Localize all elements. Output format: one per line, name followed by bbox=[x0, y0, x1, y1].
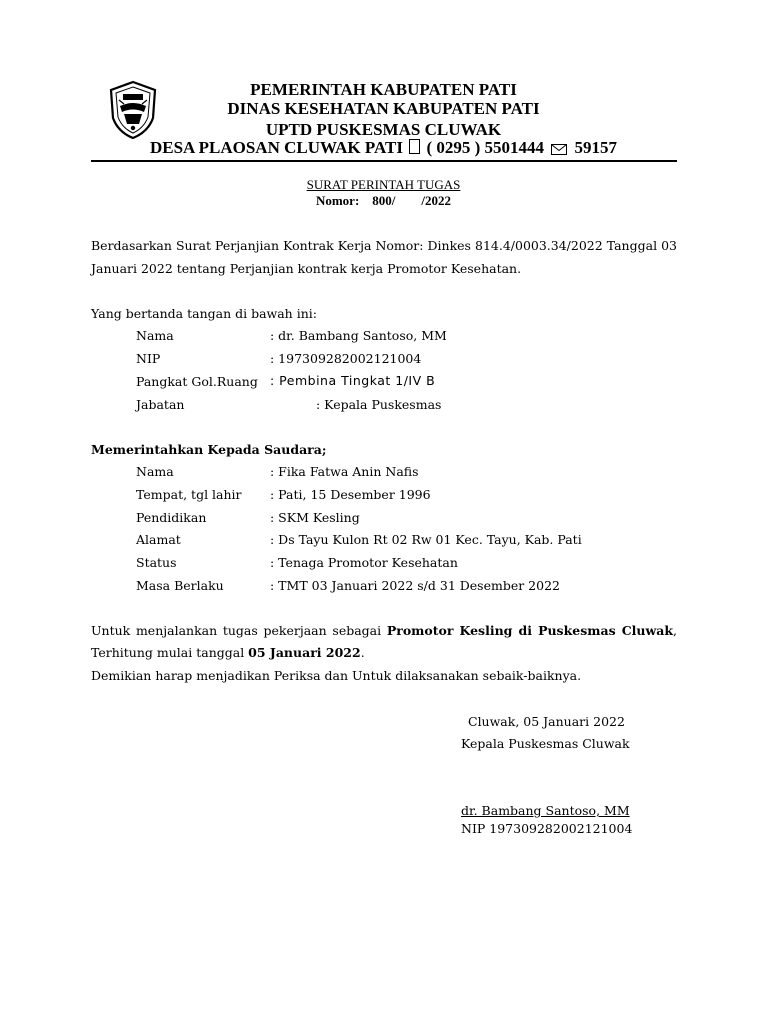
recipient-value-nama: : Fika Fatwa Anin Nafis bbox=[270, 464, 419, 479]
intro-line-1: Berdasarkan Surat Perjanjian Kontrak Kerja Nomor: Dinkes 814.4/0003.34/2022 Tanggal 03 bbox=[91, 238, 677, 253]
number-value: 800/ /2022 bbox=[372, 193, 452, 208]
signatory-value-rank: : Pembina Tingkat 1/IV B bbox=[270, 373, 436, 388]
header-agency: DINAS KESEHATAN KABUPATEN PATI bbox=[227, 99, 540, 118]
header-unit: UPTD PUSKESMAS CLUWAK bbox=[265, 120, 502, 139]
recipient-label-validity: Masa Berlaku bbox=[136, 578, 224, 593]
intro-line-2: Januari 2022 tentang Perjanjian kontrak kerja Promotor Kesehatan. bbox=[91, 261, 522, 276]
signature-position: Kepala Puskesmas Cluwak bbox=[461, 736, 630, 751]
task-start-prefix: Terhitung mulai tanggal bbox=[91, 645, 249, 660]
header-divider bbox=[91, 160, 677, 162]
number-label: Nomor: bbox=[315, 193, 360, 208]
phone-icon bbox=[409, 139, 420, 154]
recipient-label-address: Alamat bbox=[136, 532, 181, 547]
signatory-intro: Yang bertanda tangan di bawah ini: bbox=[91, 306, 317, 321]
recipient-value-education: : SKM Kesling bbox=[270, 510, 360, 525]
task-start-suffix: . bbox=[360, 645, 365, 660]
signature-nip: NIP 197309282002121004 bbox=[461, 821, 633, 836]
recipient-value-birth: : Pati, 15 Desember 1996 bbox=[270, 487, 431, 502]
recipient-value-status: : Tenaga Promotor Kesehatan bbox=[270, 555, 458, 570]
recipient-label-birth: Tempat, tgl lahir bbox=[136, 487, 242, 502]
task-line-2 bbox=[91, 645, 365, 661]
recipient-value-address: : Ds Tayu Kulon Rt 02 Rw 01 Kec. Tayu, Kab. Pati bbox=[270, 532, 582, 547]
signatory-label-nama: Nama bbox=[136, 328, 174, 343]
document-number bbox=[90, 193, 677, 208]
order-heading: Memerintahkan Kepada Saudara; bbox=[91, 442, 327, 457]
recipient-label-status: Status bbox=[136, 555, 177, 570]
task-start-date: 05 Januari 2022 bbox=[248, 645, 361, 660]
recipient-value-validity: : TMT 03 Januari 2022 s/d 31 Desember 2022 bbox=[270, 578, 560, 593]
header-postal-code: 59157 bbox=[574, 138, 618, 157]
header-address-line bbox=[90, 138, 677, 158]
header-phone: ( 0295 ) 5501444 bbox=[426, 138, 545, 157]
signatory-value-nip: : 197309282002121004 bbox=[270, 351, 422, 366]
signatory-label-nip: NIP bbox=[136, 351, 161, 366]
signature-name: dr. Bambang Santoso, MM bbox=[461, 803, 630, 818]
signatory-label-rank: Pangkat Gol.Ruang bbox=[136, 374, 258, 389]
signature-place-date: Cluwak, 05 Januari 2022 bbox=[468, 714, 625, 729]
task-prefix: Untuk menjalankan tugas pekerjaan sebagai bbox=[91, 623, 387, 638]
signatory-label-position: Jabatan bbox=[136, 397, 185, 412]
task-role: Promotor Kesling di Puskesmas Cluwak bbox=[386, 623, 674, 638]
envelope-icon bbox=[551, 144, 567, 155]
header-government: PEMERINTAH KABUPATEN PATI bbox=[250, 80, 517, 99]
document-title: SURAT PERINTAH TUGAS bbox=[306, 177, 461, 192]
signatory-value-nama: : dr. Bambang Santoso, MM bbox=[270, 328, 447, 343]
task-suffix: , bbox=[673, 623, 677, 638]
recipient-label-education: Pendidikan bbox=[136, 510, 207, 525]
closing-statement: Demikian harap menjadikan Periksa dan Untuk dilaksanakan sebaik-baiknya. bbox=[91, 668, 582, 683]
signatory-value-position: : Kepala Puskesmas bbox=[316, 397, 442, 412]
recipient-label-nama: Nama bbox=[136, 464, 174, 479]
task-line-1 bbox=[91, 623, 677, 639]
header-address: DESA PLAOSAN CLUWAK PATI bbox=[149, 138, 403, 157]
